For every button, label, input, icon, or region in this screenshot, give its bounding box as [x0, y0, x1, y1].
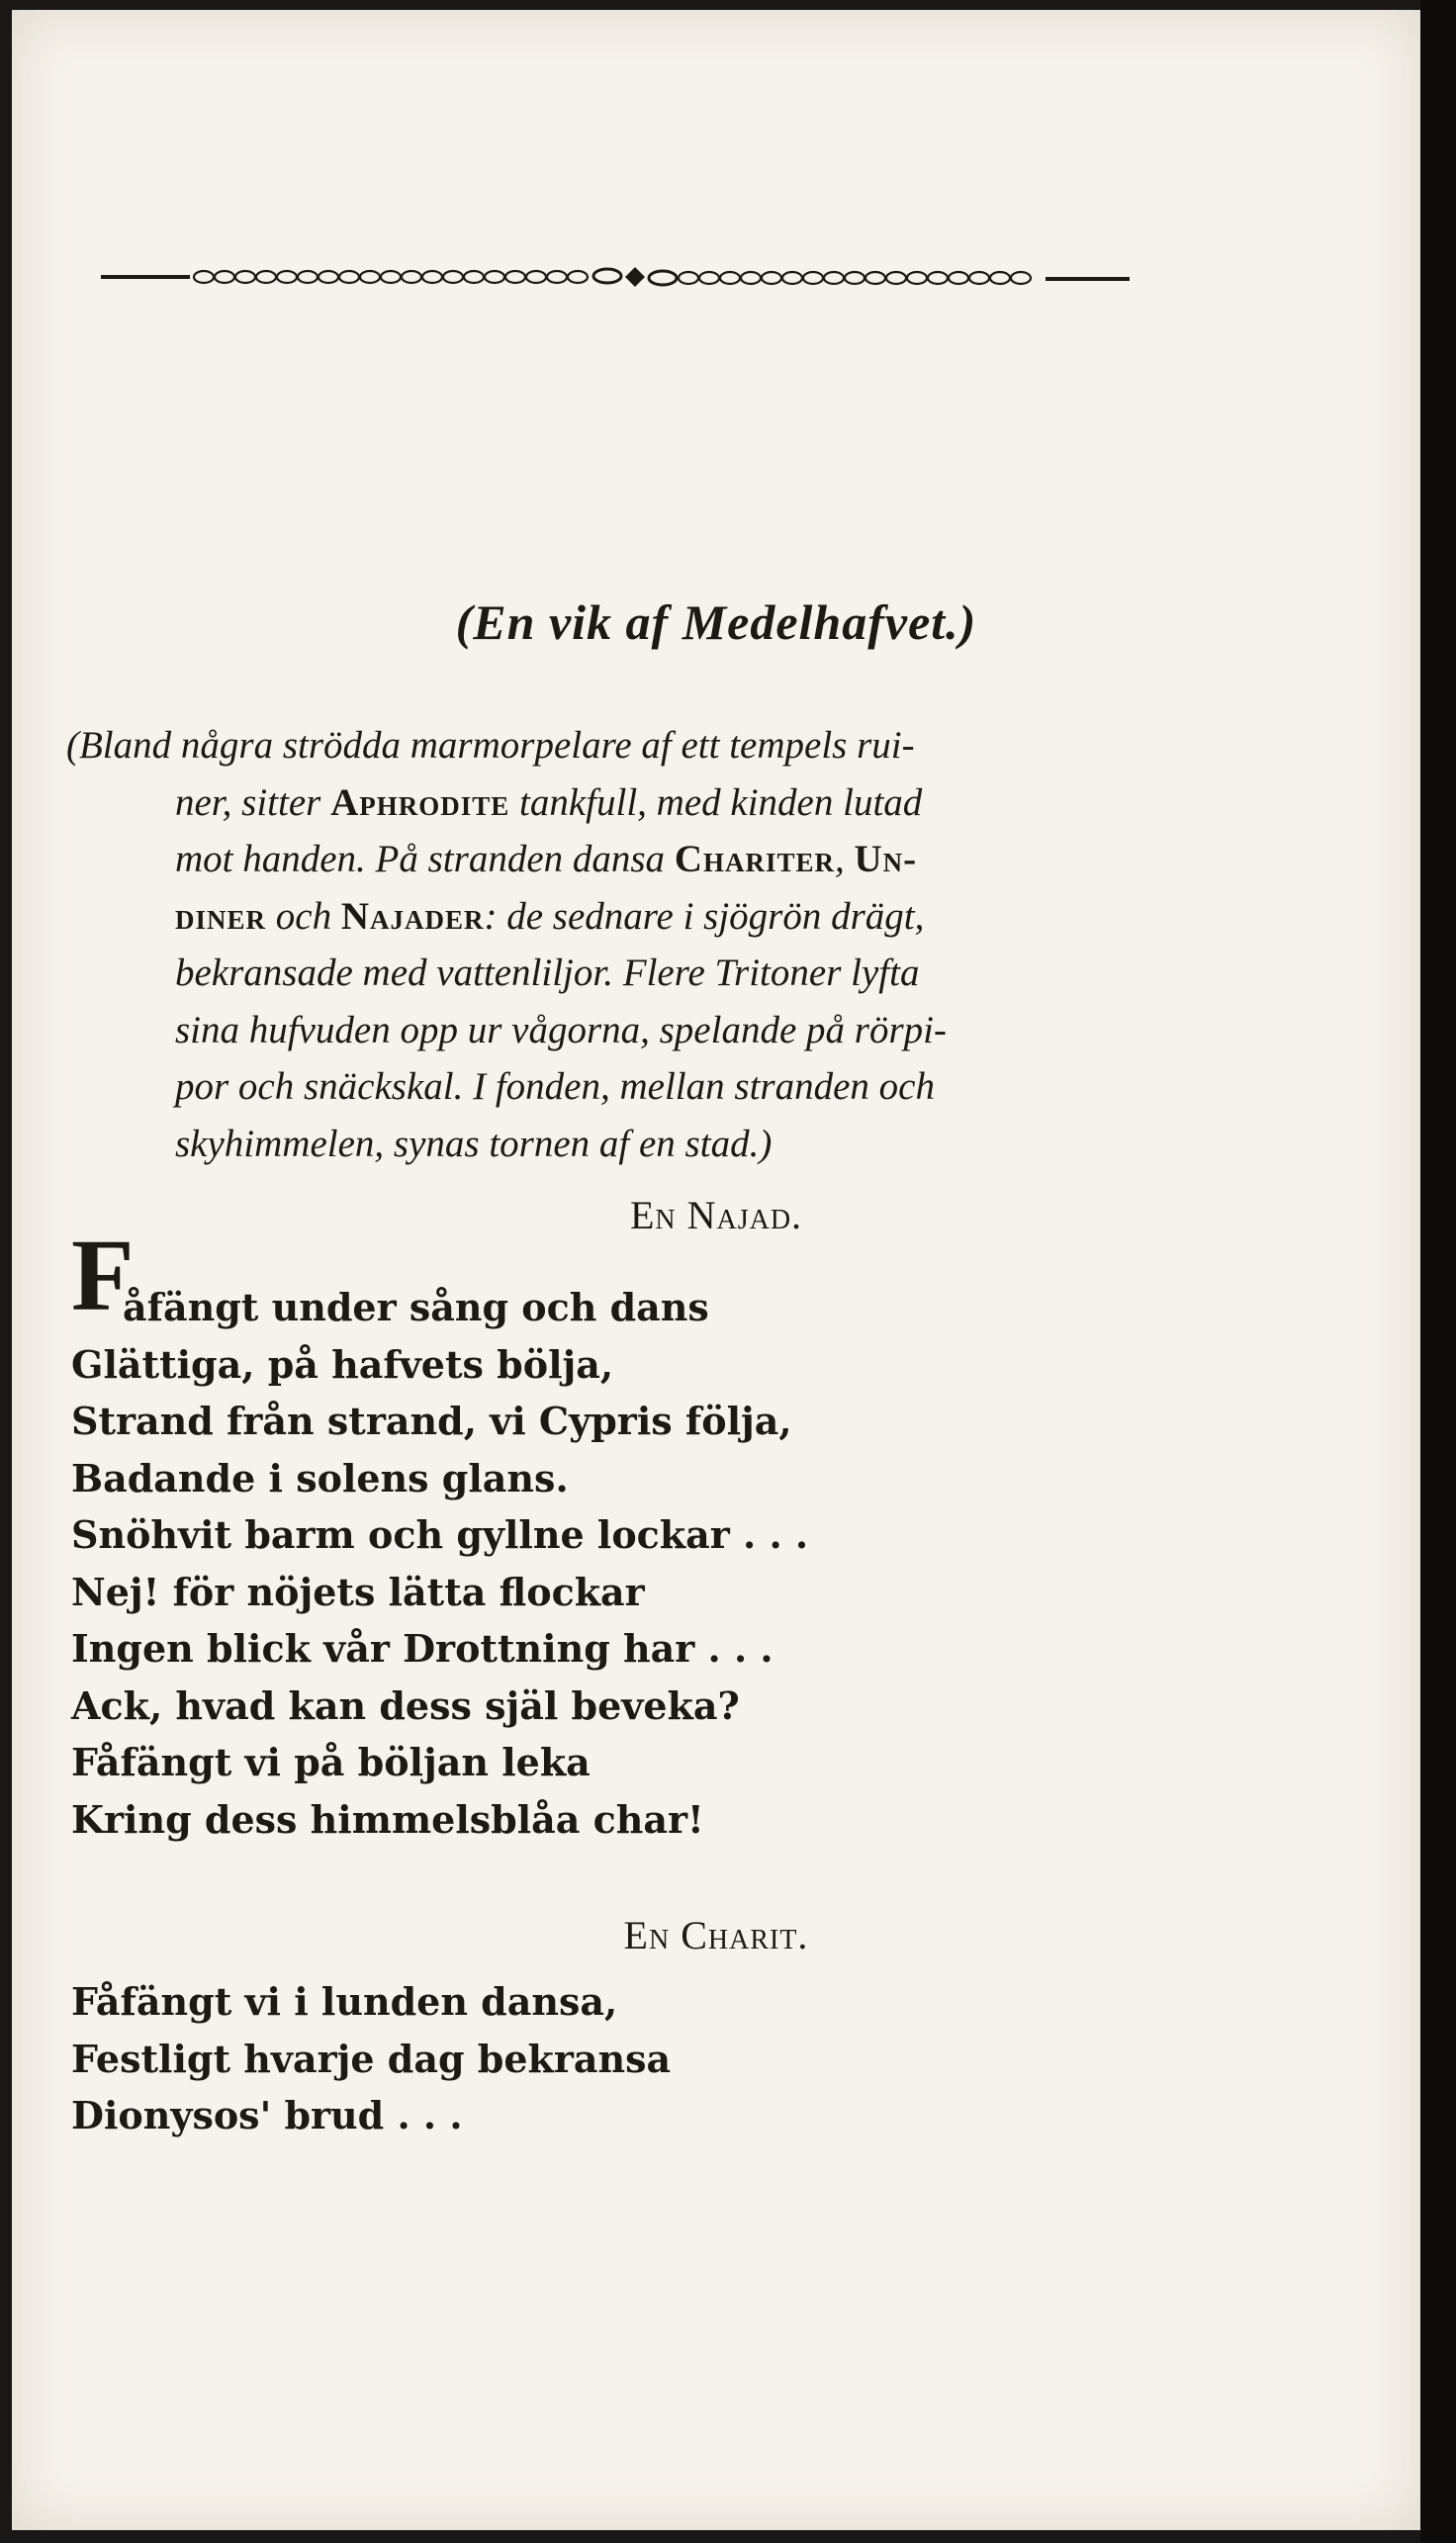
verse-line: Glättiga, på hafvets bölja,: [71, 1341, 614, 1387]
page-title: (En vik af Medelhafvet.): [455, 594, 977, 650]
verse-line: Dionysos' brud . . .: [71, 2093, 463, 2137]
verse-najad: [71, 1279, 808, 1848]
verse-line: Snöhvit barm och gyllne lockar . . .: [71, 1512, 809, 1557]
ornamental-rule: [101, 257, 1130, 297]
verse-line: åfängt under sång och dans: [123, 1285, 709, 1329]
verse-line: Ingen blick vår Drottning har . . .: [71, 1626, 774, 1671]
stage-line: bekransade med vattenliljor. Flere Tritoner lyfta: [175, 952, 920, 994]
stage-line: por och snäckskal. I fonden, mellan stranden och: [175, 1065, 935, 1108]
verse-line: Badande i solens glans.: [71, 1455, 569, 1500]
verse-charit: [71, 1973, 671, 2144]
verse-line: Festligt hvarje dag bekransa: [71, 2036, 672, 2081]
verse-line: Ack, hvad kan dess själ beveka?: [71, 1682, 740, 1728]
speaker-charit: En Charit.: [623, 1913, 809, 1957]
stage-line: skyhimmelen, synas tornen af en stad.): [175, 1122, 773, 1165]
verse-line: Kring dess himmelsblåa char!: [71, 1796, 704, 1842]
verse-line: Fåfängt vi i lunden dansa,: [71, 1979, 618, 2024]
drop-cap: F: [71, 1219, 135, 1332]
stage-line: ner, sitter Aphrodite tankfull, med kinden lutad: [175, 780, 923, 824]
stage-line: diner och Najader: de sednare i sjögrön drägt,: [175, 894, 925, 938]
stage-direction: [66, 717, 1164, 1172]
speaker-najad: En Najad.: [629, 1193, 803, 1237]
verse-line: Strand från strand, vi Cypris följa,: [71, 1399, 792, 1443]
verse-line: Fåfängt vi på böljan leka: [71, 1740, 591, 1784]
stage-line: sina hufvuden opp ur vågorna, spelande på rörpi-: [175, 1008, 947, 1051]
verse-line: Nej! för nöjets lätta flockar: [71, 1569, 645, 1614]
stage-line: (Bland några strödda marmorpelare af ett tempels rui-: [66, 724, 915, 767]
book-page: [12, 10, 1420, 2530]
stage-line: mot handen. På stranden dansa Chariter, Un-: [175, 838, 918, 880]
book-edge: [1420, 0, 1456, 2543]
